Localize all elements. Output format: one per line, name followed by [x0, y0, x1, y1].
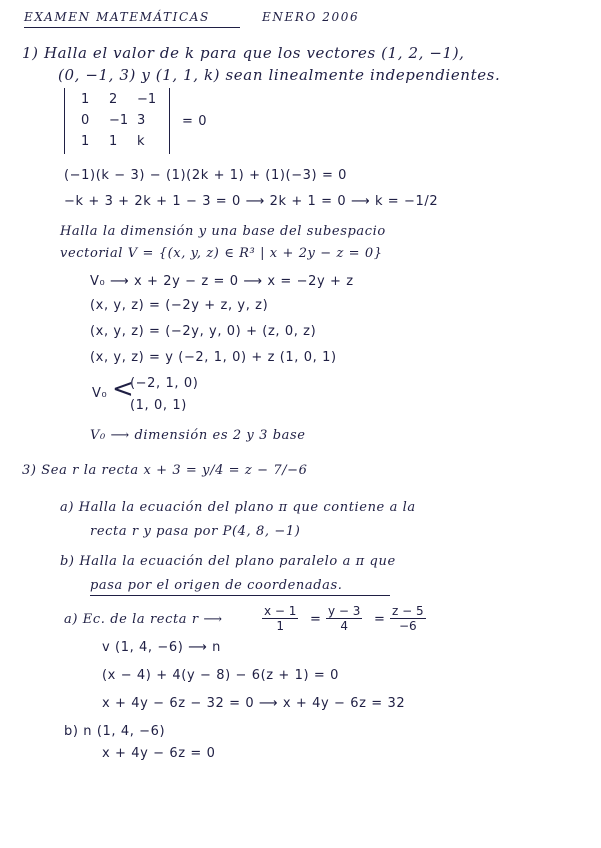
determinant-equals: = 0: [182, 114, 208, 129]
equals-sign: =: [374, 612, 386, 627]
exam-title: EXAMEN MATEMÁTICAS: [24, 10, 210, 24]
matrix-cell: 0: [81, 113, 90, 128]
q1-statement-line-2: (0, −1, 3) y (1, 1, k) sean linealmente independientes.: [58, 66, 501, 84]
fraction-denominator: −6: [398, 619, 417, 633]
matrix-cell: k: [137, 134, 145, 149]
basis-vector-2: (1, 0, 1): [130, 398, 187, 413]
part-b-underline: [90, 595, 390, 596]
matrix-cell: 2: [109, 92, 118, 107]
solution-b-line-1: b) n (1, 4, −6): [64, 724, 166, 739]
basis-label: V₀: [92, 386, 108, 401]
exam-date: ENERO 2006: [262, 10, 360, 24]
matrix-cell: 3: [137, 113, 146, 128]
matrix-cell: −1: [109, 113, 129, 128]
matrix-cell: 1: [81, 134, 90, 149]
q3-part-b-line-1: b) Halla la ecuación del plano paralelo a π que: [60, 554, 396, 569]
q3-statement: 3) Sea r la recta x + 3 = y/4 = z − 7/−6: [22, 463, 308, 478]
solution-a-line-3: x + 4y − 6z − 32 = 0 ⟶ x + 4y − 6z = 32: [102, 696, 406, 711]
line-equation-fraction-z: [390, 604, 426, 633]
matrix-cell: −1: [137, 92, 157, 107]
line-equation-fraction-y: [326, 604, 362, 633]
subspace-step-4: (x, y, z) = y (−2, 1, 0) + z (1, 0, 1): [90, 350, 337, 365]
fraction-numerator: x − 1: [264, 604, 297, 618]
subspace-statement-line-1: Halla la dimensión y una base del subespacio: [60, 224, 386, 239]
solution-a-label: a) Ec. de la recta r ⟶: [64, 612, 223, 627]
equals-sign: =: [310, 612, 322, 627]
title-underline: [24, 27, 240, 28]
q3-part-b-line-2: pasa por el origen de coordenadas.: [90, 578, 343, 593]
basis-brace: <: [112, 374, 134, 404]
q3-part-a-line-2: recta r y pasa por P(4, 8, −1): [90, 524, 301, 539]
determinant-matrix: [64, 88, 170, 154]
basis-vector-1: (−2, 1, 0): [130, 376, 199, 391]
q3-part-a-line-1: a) Halla la ecuación del plano π que contiene a la: [60, 500, 416, 515]
matrix-cell: 1: [109, 134, 118, 149]
solution-a-line-1: v (1, 4, −6) ⟶ n: [102, 640, 221, 655]
fraction-denominator: 4: [340, 619, 349, 633]
matrix-cell: 1: [81, 92, 90, 107]
subspace-step-3: (x, y, z) = (−2y, y, 0) + (z, 0, z): [90, 324, 317, 339]
fraction-numerator: y − 3: [328, 604, 361, 618]
solution-b-line-2: x + 4y − 6z = 0: [102, 746, 216, 761]
subspace-statement-line-2: vectorial V = {(x, y, z) ∈ R³ | x + 2y − z = 0}: [60, 246, 383, 261]
solution-a-line-2: (x − 4) + 4(y − 8) − 6(z + 1) = 0: [102, 668, 340, 683]
fraction-numerator: z − 5: [392, 604, 424, 618]
fraction-denominator: 1: [276, 619, 285, 633]
q1-calc-line-2: −k + 3 + 2k + 1 − 3 = 0 ⟶ 2k + 1 = 0 ⟶ k = −1/2: [64, 194, 439, 209]
subspace-step-1: V₀ ⟶ x + 2y − z = 0 ⟶ x = −2y + z: [90, 274, 354, 289]
subspace-conclusion: V₀ ⟶ dimensión es 2 y 3 base: [90, 428, 306, 443]
q1-calc-line-1: (−1)(k − 3) − (1)(2k + 1) + (1)(−3) = 0: [64, 168, 348, 183]
q1-statement-line-1: 1) Halla el valor de k para que los vectores (1, 2, −1),: [22, 44, 465, 62]
line-equation-fraction-x: [262, 604, 298, 633]
subspace-step-2: (x, y, z) = (−2y + z, y, z): [90, 298, 269, 313]
